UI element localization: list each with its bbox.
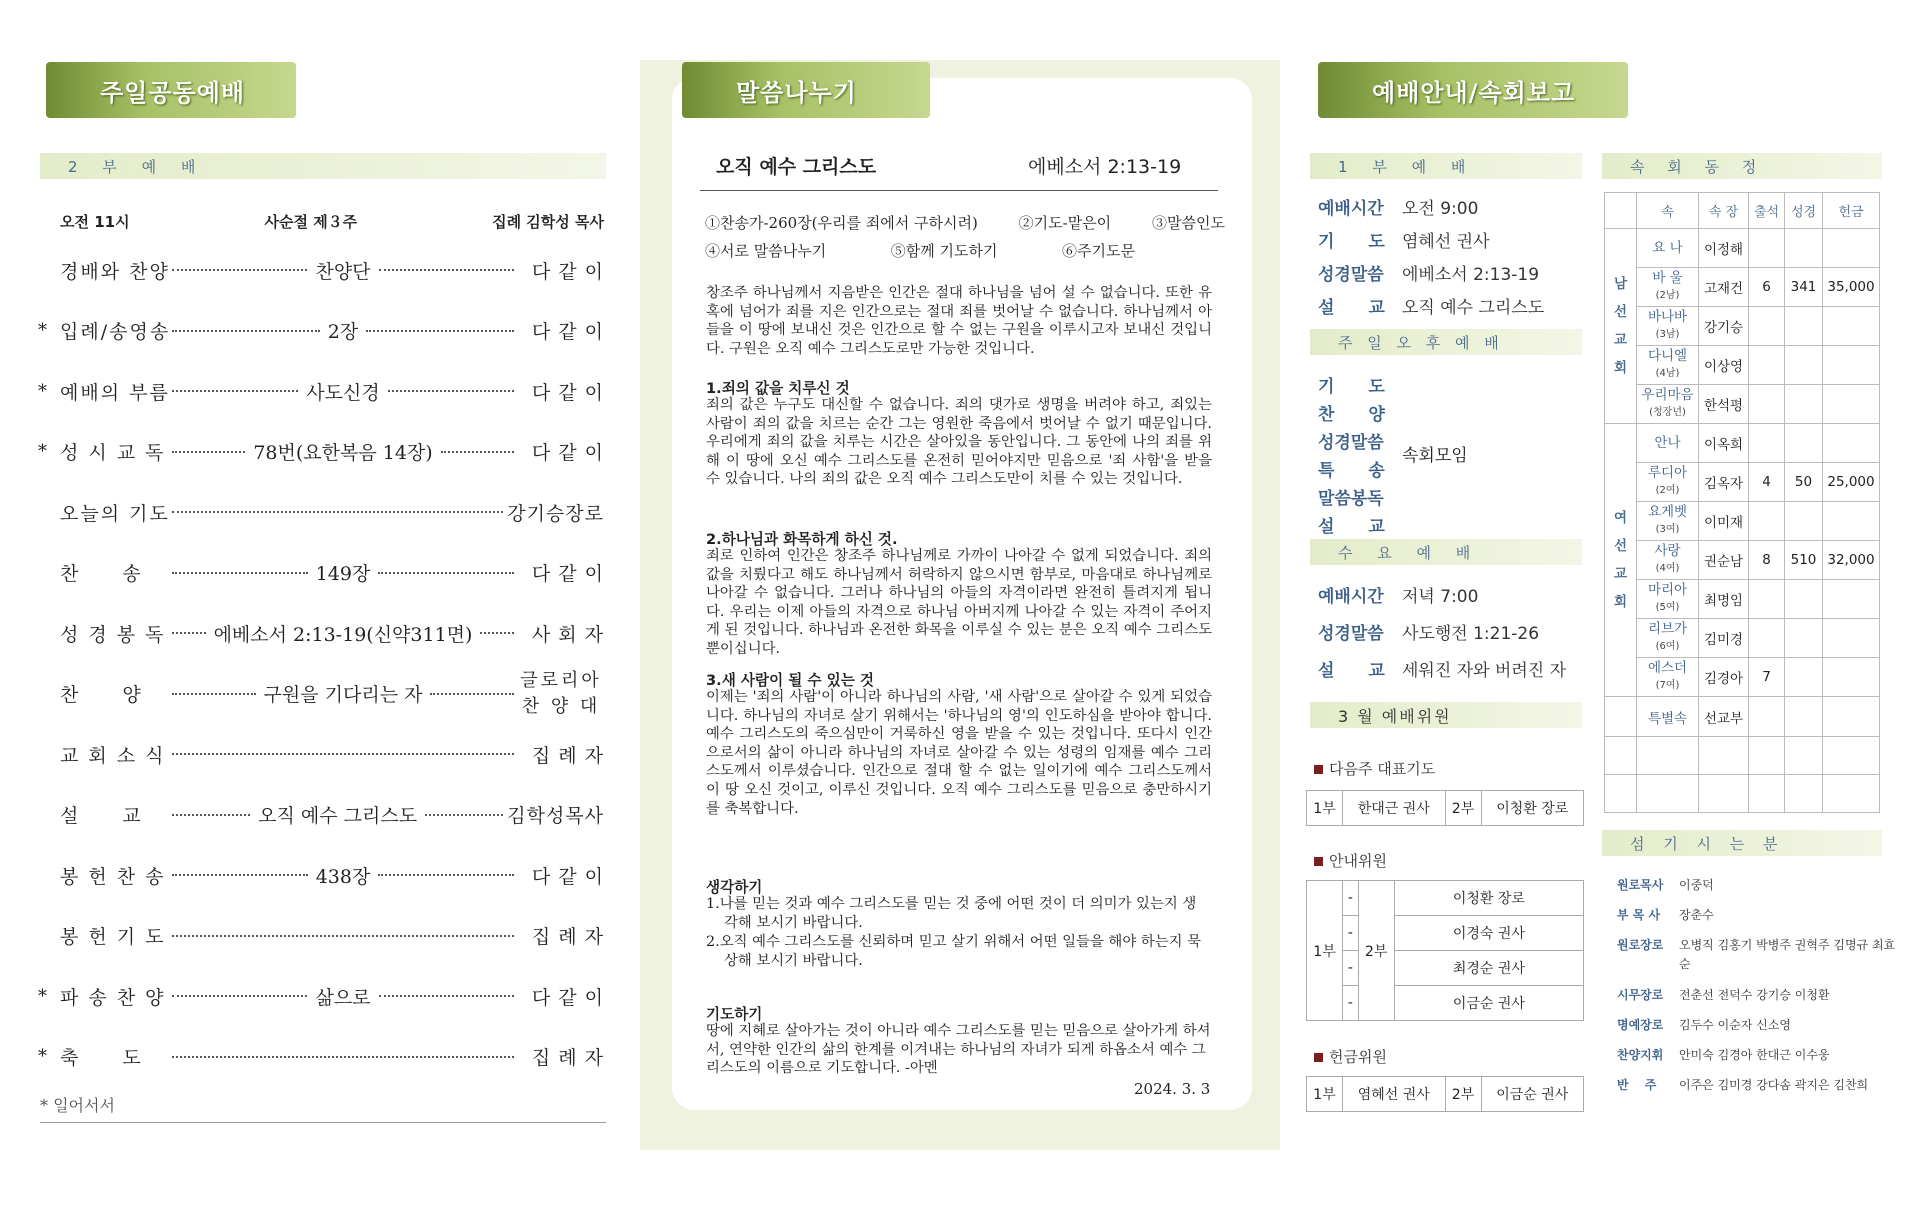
attendance xyxy=(1749,346,1785,385)
person-line: 찬 양 대 xyxy=(521,695,601,717)
stand-mark: * xyxy=(38,1046,47,1067)
part-label: 1부 xyxy=(1307,791,1343,826)
bulletin-date: 2024. 3. 3 xyxy=(1134,1080,1211,1098)
offering-amount xyxy=(1823,424,1880,463)
prayer-person: 이청환 장로 xyxy=(1481,791,1584,826)
offering-amount xyxy=(1823,229,1880,268)
group-name: 다니엘 (4남) xyxy=(1637,346,1699,385)
group-leader: 이정해 xyxy=(1699,229,1749,268)
usher-cell: 최경순 권사 xyxy=(1394,951,1583,986)
server-names: 이주은 김미경 강다솜 곽지은 김찬희 xyxy=(1679,1078,1869,1092)
order-row xyxy=(38,737,604,771)
service-info-value: 오전 9:00 xyxy=(1402,199,1479,219)
server-row xyxy=(1617,1046,1897,1065)
server-role: 반 주 xyxy=(1617,1078,1657,1092)
server-names: 오병직 김홍기 박병주 권혁주 김명규 최효순 xyxy=(1679,938,1896,971)
bible-count xyxy=(1785,307,1823,346)
offering-amount xyxy=(1823,580,1880,619)
server-role: 원로목사 xyxy=(1617,878,1664,892)
afternoon-subheader: 주 일 오 후 예 배 xyxy=(1310,329,1582,355)
square-icon xyxy=(1314,765,1323,774)
order-row xyxy=(38,858,604,892)
group-name: 바나바 (3남) xyxy=(1637,307,1699,346)
group-name: 사랑 (4여) xyxy=(1637,541,1699,580)
afternoon-label: 설 교 xyxy=(1318,517,1385,537)
order-row xyxy=(38,919,604,953)
offering-amount: 35,000 xyxy=(1823,268,1880,307)
wednesday-subheader: 수 요 예 배 xyxy=(1310,539,1582,565)
order-item-person: 다 같 이 xyxy=(531,865,604,888)
afternoon-label: 말씀봉독 xyxy=(1318,489,1384,509)
order-item-detail: 찬양단 xyxy=(315,260,371,283)
group-row xyxy=(1605,580,1880,619)
afternoon-row xyxy=(1318,428,1402,453)
usher-cell: 이금순 권사 xyxy=(1394,986,1583,1021)
server-names: 전춘선 전덕수 강기승 이청환 xyxy=(1679,988,1830,1002)
offering-amount xyxy=(1823,307,1880,346)
usher-cell: - xyxy=(1343,881,1359,916)
person-line: 글로리아 xyxy=(520,669,602,691)
offering-amount xyxy=(1823,658,1880,697)
attendance: 7 xyxy=(1749,658,1785,697)
steps-line-1 xyxy=(705,212,1225,233)
group-row xyxy=(1605,229,1880,268)
attendance xyxy=(1749,580,1785,619)
offering-table xyxy=(1306,1076,1584,1112)
usher-cell: 이청환 장로 xyxy=(1394,881,1583,916)
empty-row xyxy=(1605,737,1880,775)
guide-header: 예배안내/속회보고 xyxy=(1318,62,1628,118)
servers-subheader: 섬 기 시 는 분 xyxy=(1602,830,1882,856)
group-row xyxy=(1605,658,1880,697)
afternoon-label: 특 송 xyxy=(1318,461,1385,481)
worship-order-panel xyxy=(0,0,640,1206)
service-info-row xyxy=(1318,656,1566,681)
service-info-value: 오직 예수 그리스도 xyxy=(1402,298,1545,318)
women-mission-label: 여선교회 xyxy=(1613,510,1628,610)
group-leader: 김옥자 xyxy=(1699,463,1749,502)
attendance xyxy=(1749,385,1785,424)
service-info-label: 성경말씀 xyxy=(1318,624,1384,644)
afternoon-row xyxy=(1318,484,1402,509)
order-item-name: 성 경 봉 독 xyxy=(60,623,166,646)
server-role: 시무장로 xyxy=(1617,988,1664,1002)
point3-text: 이제는 '죄의 사람'이 아니라 하나님의 사람, '새 사람'으로 살아갈 수 있게 되었습니다. 하나님의 자녀로 살기 위해서는 '하나님의 영'의 인도하심을 받아야 합니다. 예수 그리스도의 죽으심만이 거룩하신 영을 받을 수 있는 것입니다. 또다시 인간으로서의 삶이 아니라 하나님의 자녀로 살아갈 수 있는 성령의 임재를 예수 그리스도께서 이루셨습니다. 인간으로 절대 할 수 없는 일이기에 예수 그리스도께서 이 땅 오신 것이고, 이루신 것입니다. 오직 예수 그리스도를 믿음으로 충만하시기를 축복합니다. xyxy=(706,689,1212,817)
step-item: ②기도-맡은이 xyxy=(1018,214,1112,232)
service-info-label: 성경말씀 xyxy=(1318,265,1384,285)
service-info-label: 예배시간 xyxy=(1318,199,1384,219)
group-name: 우리마음 (청장년) xyxy=(1637,385,1699,424)
special-group-row xyxy=(1605,697,1880,737)
group-row xyxy=(1605,346,1880,385)
order-item-person: 다 같 이 xyxy=(531,321,605,343)
order-row xyxy=(38,556,604,590)
offering-amount xyxy=(1823,502,1880,541)
offering-amount xyxy=(1823,385,1880,424)
order-item-name: 교 회 소 식 xyxy=(60,744,166,767)
service-info-row xyxy=(1318,619,1539,644)
group-leader: 김미경 xyxy=(1699,619,1749,658)
order-item-detail: 오직 예수 그리스도 xyxy=(258,805,418,827)
offering-amount: 32,000 xyxy=(1823,541,1880,580)
afternoon-label: 찬 양 xyxy=(1318,405,1385,425)
usher-cell: - xyxy=(1343,916,1359,951)
pray-text: 땅에 지혜로 살아가는 것이 아니라 예수 그리스도를 믿는 믿음으로 살아가게 하셔서, 연약한 인간의 삶의 한계를 이겨내는 하나님의 자녀가 되게 하옵소서 예수 그리스도의 이름으로 기도합니다. -아멘 xyxy=(706,1023,1211,1077)
attendance xyxy=(1749,502,1785,541)
offering-person: 이금순 권사 xyxy=(1481,1077,1584,1112)
order-item-name: 설 교 xyxy=(60,805,143,827)
order-item-name: 오늘의 기도 xyxy=(60,502,170,525)
group-leader: 권순남 xyxy=(1699,541,1749,580)
attendance xyxy=(1749,619,1785,658)
part-label: 1부 xyxy=(1307,1077,1343,1112)
order-item-detail: 2장 xyxy=(327,321,359,343)
order-item-detail: 구원을 기다리는 자 xyxy=(263,684,423,706)
service-info-label: 기 도 xyxy=(1318,232,1385,252)
next-prayer-label: 다음주 대표기도 xyxy=(1329,760,1436,778)
order-item-detail: 438장 xyxy=(315,865,371,888)
order-item-person: 사 회 자 xyxy=(531,623,604,646)
bible-count xyxy=(1785,580,1823,619)
point2-text: 죄로 인하여 인간은 창조주 하나님께로 가까이 나아갈 수 없게 되었습니다. 죄의 값을 치뤘다고 해도 하나님께서 허락하지 않으시면 함부로, 마음대로 하나님께로 나아갈 수 없습니다. 그러나 하나님의 아들의 자격이라면 완전히 틀려지게 됩니다. 우리는 이제 아들의 자격으로 하나님 아버지께 나아갈 수 있는 자격이 주어지게 된 것입니다. 하나님과 온전한 화목을 이루실 수 있는 분은 오직 예수 그리스도 뿐이십니다. xyxy=(706,548,1212,657)
sermon-title: 오직 예수 그리스도 xyxy=(716,156,877,178)
group-name: 루디아 (2여) xyxy=(1637,463,1699,502)
usher-cell: - xyxy=(1343,951,1359,986)
afternoon-label: 성경말씀 xyxy=(1318,433,1384,453)
server-names: 김두수 이순자 신소영 xyxy=(1679,1018,1791,1032)
bible-count: 341 xyxy=(1785,268,1823,307)
worship-header: 주일공동예배 xyxy=(46,62,296,118)
order-row xyxy=(38,314,604,348)
service-info-row xyxy=(1318,293,1544,318)
offering-amount: 25,000 xyxy=(1823,463,1880,502)
order-item-name: 입례/송영송 xyxy=(60,321,171,343)
order-row xyxy=(38,616,604,650)
part-label: 2부 xyxy=(1358,881,1394,1021)
order-row xyxy=(38,495,604,529)
attendance xyxy=(1749,229,1785,268)
attendance xyxy=(1749,424,1785,463)
order-item-detail: 사도신경 xyxy=(306,381,380,404)
server-row xyxy=(1617,1016,1897,1035)
server-row xyxy=(1617,906,1897,925)
afternoon-row xyxy=(1318,456,1402,481)
offering-col-header: 헌금 xyxy=(1823,193,1880,229)
order-item-detail: 149장 xyxy=(315,563,371,585)
bible-count xyxy=(1785,385,1823,424)
order-item-name: 봉 헌 찬 송 xyxy=(60,865,166,888)
server-role: 부 목 사 xyxy=(1617,908,1661,922)
order-row xyxy=(38,435,604,469)
server-role: 찬양지휘 xyxy=(1617,1048,1664,1062)
leader-col-header: 속 장 xyxy=(1699,193,1749,229)
usher-cell: - xyxy=(1343,986,1359,1021)
afternoon-label: 기 도 xyxy=(1318,377,1385,397)
season-label: 사순절 제３주 xyxy=(264,213,358,231)
steps-line-2 xyxy=(705,240,1135,261)
service-info-value: 염혜선 권사 xyxy=(1402,232,1490,252)
order-item-person: 집 례 자 xyxy=(531,744,604,767)
sermon-reference: 에베소서 2:13-19 xyxy=(1028,156,1182,178)
order-item-person xyxy=(518,668,604,720)
stand-mark: * xyxy=(38,441,47,462)
group-leader: 강기승 xyxy=(1699,307,1749,346)
group-row xyxy=(1605,502,1880,541)
service-info-row xyxy=(1318,260,1539,285)
offering-amount xyxy=(1823,346,1880,385)
point3-title: 3.새 사람이 될 수 있는 것 xyxy=(706,672,874,689)
pray-title: 기도하기 xyxy=(706,1006,763,1023)
ushers-table xyxy=(1306,880,1584,1021)
attendance: 6 xyxy=(1749,268,1785,307)
server-role: 원로장로 xyxy=(1617,938,1664,952)
mission-label xyxy=(1605,424,1637,697)
attendance: 8 xyxy=(1749,541,1785,580)
group-row xyxy=(1605,541,1880,580)
order-item-name: 찬 송 xyxy=(60,563,143,585)
order-row xyxy=(38,798,604,832)
group-table xyxy=(1604,192,1880,813)
group-row xyxy=(1605,268,1880,307)
service-info-label: 예배시간 xyxy=(1318,587,1384,607)
server-names: 장춘수 xyxy=(1679,908,1714,922)
group-name: 마리아 (5여) xyxy=(1637,580,1699,619)
service-info-row xyxy=(1318,227,1490,252)
group-row xyxy=(1605,463,1880,502)
group-name: 특별속 xyxy=(1637,697,1699,737)
order-item-person: 집 례 자 xyxy=(531,1047,604,1069)
group-leader: 이상영 xyxy=(1699,346,1749,385)
sermon-header: 말씀나누기 xyxy=(682,62,930,118)
order-item-name: 봉 헌 기 도 xyxy=(60,926,166,948)
server-role: 명예장로 xyxy=(1617,1018,1664,1032)
service-subheader: 2 부 예 배 xyxy=(40,153,606,179)
order-item-person: 집 례 자 xyxy=(531,926,604,948)
order-item-name: 파 송 찬 양 xyxy=(60,986,166,1009)
point2-title: 2.하나님과 화목하게 하신 것. xyxy=(706,531,898,548)
bible-count xyxy=(1785,619,1823,658)
service-time: 오전 11시 xyxy=(60,213,130,231)
service-info-value: 사도행전 1:21-26 xyxy=(1402,624,1540,644)
usher-cell: 이경숙 권사 xyxy=(1394,916,1583,951)
order-item-name: 성 시 교 독 xyxy=(60,442,166,464)
order-item-person: 다 같 이 xyxy=(531,260,604,283)
next-prayer-table xyxy=(1306,790,1584,826)
service-info-label: 설 교 xyxy=(1318,661,1385,681)
offering-person: 염혜선 권사 xyxy=(1343,1077,1446,1112)
stand-mark: * xyxy=(38,985,47,1007)
order-row xyxy=(38,374,604,408)
group-leader: 김경아 xyxy=(1699,658,1749,697)
group-name: 요 나 xyxy=(1637,229,1699,268)
side-header-cell xyxy=(1605,193,1637,229)
think-title: 생각하기 xyxy=(706,879,763,896)
order-item-person: 김학성목사 xyxy=(507,805,605,827)
afternoon-row xyxy=(1318,400,1402,425)
bible-count xyxy=(1785,658,1823,697)
service-info-value: 에베소서 2:13-19 xyxy=(1402,265,1540,285)
attendance: 4 xyxy=(1749,463,1785,502)
group-col-header: 속 xyxy=(1637,193,1699,229)
part-label: 1부 xyxy=(1307,881,1343,1021)
mission-label xyxy=(1605,229,1637,424)
order-row xyxy=(38,979,604,1013)
bible-count: 50 xyxy=(1785,463,1823,502)
order-item-name: 경배와 찬양 xyxy=(60,260,170,283)
service-info-value: 저녁 7:00 xyxy=(1402,587,1479,607)
group-leader: 한석평 xyxy=(1699,385,1749,424)
order-item-detail: 에베소서 2:13-19(신약311면) xyxy=(213,623,473,646)
men-mission-label: 남선교회 xyxy=(1613,276,1628,376)
order-row xyxy=(38,669,604,717)
think-1: 1.나를 믿는 것과 예수 그리스도를 믿는 것 중에 어떤 것이 더 의미가 있는지 생각해 보시기 바랍니다. xyxy=(706,896,1197,931)
next-prayer-title xyxy=(1314,758,1435,779)
standing-footnote: * 일어서서 xyxy=(40,1096,115,1115)
group-leader: 최명임 xyxy=(1699,580,1749,619)
group-name: 바 울 (2남) xyxy=(1637,268,1699,307)
server-names: 이중덕 xyxy=(1679,878,1714,892)
part-label: 2부 xyxy=(1445,791,1481,826)
order-row xyxy=(38,1040,604,1074)
part-label: 2부 xyxy=(1445,1077,1481,1112)
order-item-name: 축 도 xyxy=(60,1047,143,1069)
service-info-row xyxy=(1318,194,1478,219)
group-name: 에스더 (7여) xyxy=(1637,658,1699,697)
order-item-person: 다 같 이 xyxy=(531,381,605,404)
first-service-subheader: 1 부 예 배 xyxy=(1310,153,1582,179)
step-item: ①찬송가-260장(우리를 죄에서 구하시려) xyxy=(705,214,978,232)
prayer-person: 한대근 권사 xyxy=(1343,791,1446,826)
order-item-person: 다 같 이 xyxy=(531,442,604,464)
bible-col-header: 성경 xyxy=(1785,193,1823,229)
group-leader: 고재건 xyxy=(1699,268,1749,307)
group-name: 리브가 (6여) xyxy=(1637,619,1699,658)
server-row xyxy=(1617,936,1897,974)
offering-title xyxy=(1314,1046,1387,1067)
monthly-subheader: 3 월 예배위원 xyxy=(1310,702,1582,728)
afternoon-row xyxy=(1318,372,1402,397)
server-row xyxy=(1617,1076,1897,1095)
group-row xyxy=(1605,385,1880,424)
group-name: 요게벳 (3여) xyxy=(1637,502,1699,541)
step-item: ③말씀인도 xyxy=(1152,214,1225,232)
order-item-name: 예배의 부름 xyxy=(60,381,170,404)
step-item: ④서로 말씀나누기 xyxy=(705,242,827,260)
server-row xyxy=(1617,986,1897,1005)
ushers-label: 안내위원 xyxy=(1329,852,1387,870)
attendance xyxy=(1749,307,1785,346)
point1-text: 죄의 값은 누구도 대신할 수 없습니다. 죄의 댓가로 생명을 버려야 하고, 죄있는 사람이 죄의 값을 치르는 순간 그는 영원한 죽음에서 벗어날 수 없기 때문입니다. 우리에게 죄의 값을 치루는 시간은 살아있을 동안입니다. 그 동안에 나의 죄를 위해 이 땅에 오신 예수 그리스도를 온전히 믿어야지만 믿음으로 '죄 사함'을 받을 수 있습니다. 나의 죄의 값은 오직 예수 그리스도만이 치를 수 있는 것입니다. xyxy=(706,397,1212,488)
service-leader: 집례 김학성 목사 xyxy=(492,213,604,231)
bible-count xyxy=(1785,502,1823,541)
service-info-label: 설 교 xyxy=(1318,298,1385,318)
point1-title: 1.죄의 값을 치루신 것 xyxy=(706,380,850,397)
stand-mark: * xyxy=(38,380,47,402)
offering-label: 헌금위원 xyxy=(1329,1048,1387,1066)
square-icon xyxy=(1314,1053,1323,1062)
bible-count: 510 xyxy=(1785,541,1823,580)
afternoon-note: 속회모임 xyxy=(1402,446,1468,466)
step-item: ⑤함께 기도하기 xyxy=(890,242,998,260)
order-row xyxy=(38,253,604,287)
group-name: 안나 xyxy=(1637,424,1699,463)
service-info xyxy=(60,211,604,232)
afternoon-row xyxy=(1318,512,1402,537)
service-info-value: 세워진 자와 버려진 자 xyxy=(1402,661,1567,681)
group-row xyxy=(1605,307,1880,346)
attend-col-header: 출석 xyxy=(1749,193,1785,229)
ushers-title xyxy=(1314,850,1387,871)
group-subheader: 속 회 동 정 xyxy=(1602,153,1882,179)
order-item-detail: 78번(요한복음 14장) xyxy=(253,442,433,464)
group-leader: 이옥희 xyxy=(1699,424,1749,463)
square-icon xyxy=(1314,857,1323,866)
stand-mark: * xyxy=(38,320,47,341)
order-item-person: 강기승장로 xyxy=(507,502,604,525)
step-item: ⑥주기도문 xyxy=(1062,242,1135,260)
order-item-name: 찬 양 xyxy=(60,684,143,706)
order-item-person: 다 같 이 xyxy=(531,563,604,585)
order-item-person: 다 같 이 xyxy=(531,986,604,1009)
group-row xyxy=(1605,619,1880,658)
order-item-detail: 삶으로 xyxy=(315,986,371,1009)
offering-amount xyxy=(1823,619,1880,658)
bible-count xyxy=(1785,424,1823,463)
think-2: 2.오직 예수 그리스도를 신뢰하며 믿고 살기 위해서 어떤 일들을 해야 하는지 묵상해 보시기 바랍니다. xyxy=(706,934,1201,969)
empty-row xyxy=(1605,775,1880,813)
group-leader: 선교부 xyxy=(1699,697,1749,737)
server-row xyxy=(1617,876,1897,895)
bible-count xyxy=(1785,229,1823,268)
group-leader: 이미재 xyxy=(1699,502,1749,541)
bible-count xyxy=(1785,346,1823,385)
sermon-intro: 창조주 하나님께서 지음받은 인간은 절대 하나님을 넘어 설 수 없습니다. 또한 유혹에 넘어가 죄를 지은 인간으로는 절대 죄를 벗어날 수 없습니다. 하나님께서 아들을 이 땅에 보내신 것은 인간으로 할 수 없는 구원을 이루시고자 보내신 것입니다. 구원은 오직 예수 그리스도로만 가능한 것입니다. xyxy=(706,285,1212,357)
server-names: 안미숙 김경아 한대근 이수웅 xyxy=(1679,1048,1830,1062)
group-row xyxy=(1605,424,1880,463)
service-info-row xyxy=(1318,582,1478,607)
